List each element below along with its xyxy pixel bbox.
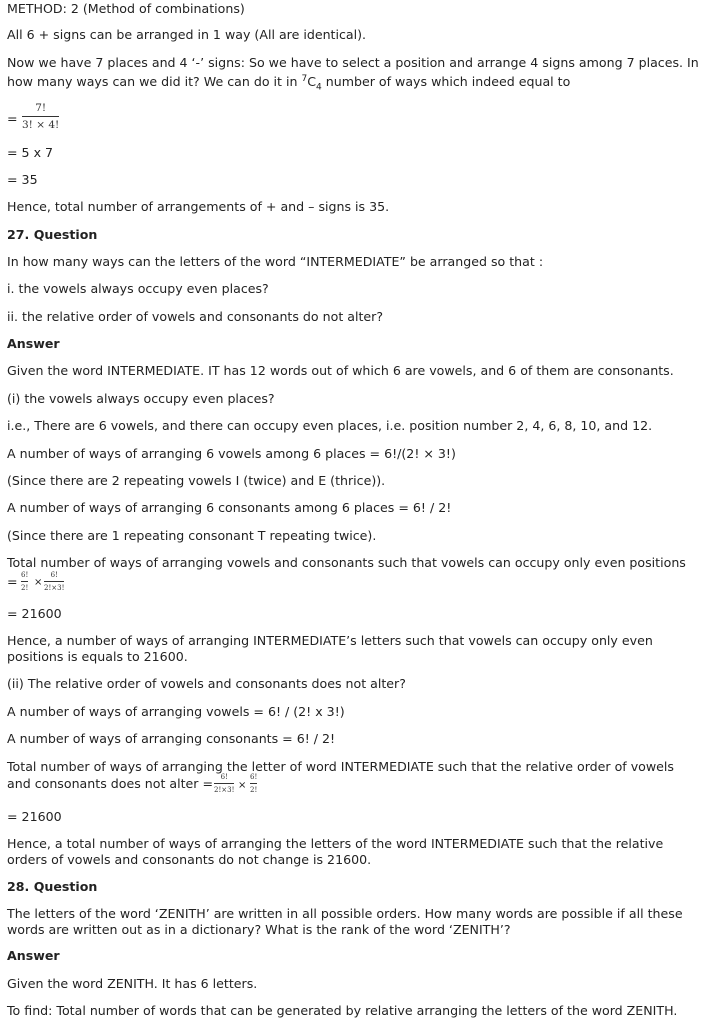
fraction-7-factorial xyxy=(22,103,59,130)
fraction-6-over-2 xyxy=(21,572,28,592)
paragraph: Hence, a total number of ways of arranging the letters of the word INTERMEDIATE such that the relative xyxy=(7,836,664,851)
question-heading: 28. Question xyxy=(7,879,98,894)
fraction-bar xyxy=(21,581,28,582)
equals-sign: = xyxy=(7,111,18,126)
paragraph: (Since there are 1 repeating consonant T repeating twice). xyxy=(7,528,377,543)
times-sign: × xyxy=(238,780,247,791)
answer-heading: Answer xyxy=(7,948,60,963)
times-sign: × xyxy=(34,577,43,588)
paragraph: To find: Total number of words that can be generated by relative arranging the letters of the word ZENITH. xyxy=(7,1003,678,1018)
fraction-numerator: 6! xyxy=(50,571,58,579)
fraction-bar xyxy=(44,581,64,582)
equation-line: = 21600 xyxy=(7,606,62,621)
fraction-bar xyxy=(214,783,234,784)
paragraph: A number of ways of arranging consonants = 6! / 2! xyxy=(7,731,336,746)
equals-sign: = xyxy=(7,574,18,589)
fraction-numerator: 6! xyxy=(21,571,29,579)
fraction-bar xyxy=(250,783,257,784)
paragraph: A number of ways of arranging 6 consonants among 6 places = 6! / 2! xyxy=(7,500,452,515)
fraction-numerator: 6! xyxy=(250,773,258,781)
paragraph: Hence, total number of arrangements of + and – signs is 35. xyxy=(7,199,390,214)
fraction-numerator: 7! xyxy=(35,102,47,114)
equation-line: = 5 x 7 xyxy=(7,145,54,160)
paragraph: Total number of ways of arranging the letter of word INTERMEDIATE such that the relative order of vowels xyxy=(7,759,674,774)
paragraph: Now we have 7 places and 4 ‘-’ signs: So we have to select a position and arrange 4 signs among 7 places. In xyxy=(7,55,699,70)
fraction-6-over-2-3 xyxy=(214,774,234,794)
combination-superscript: 7 xyxy=(301,74,308,84)
method-heading: METHOD: 2 (Method of combinations) xyxy=(7,1,245,16)
paragraph: and consonants does not alter = xyxy=(7,776,214,791)
paragraph: positions is equals to 21600. xyxy=(7,649,188,664)
paragraph: i.e., There are 6 vowels, and there can occupy even places, i.e. position number 2, 4, 6, 8, 10, and 12. xyxy=(7,418,653,433)
paragraph-with-combination: how many ways can we did it? We can do it in $^7C_4$ number of ways which indeed equal to xyxy=(7,74,571,93)
fraction-denominator: 2! xyxy=(21,584,29,592)
equation-line: = 21600 xyxy=(7,809,62,824)
fraction-numerator: 6! xyxy=(220,773,228,781)
paragraph: Given the word INTERMEDIATE. IT has 12 words out of which 6 are vowels, and 6 of them are consonants. xyxy=(7,363,674,378)
fraction-6-over-2-3 xyxy=(44,572,64,592)
paragraph: words are written out as in a dictionary? What is the rank of the word ‘ZENITH’? xyxy=(7,922,511,937)
paragraph: (i) the vowels always occupy even places? xyxy=(7,391,275,406)
paragraph: (ii) The relative order of vowels and consonants does not alter? xyxy=(7,676,406,691)
paragraph: ii. the relative order of vowels and consonants do not alter? xyxy=(7,309,384,324)
paragraph: The letters of the word ‘ZENITH’ are written in all possible orders. How many words are possible if all these xyxy=(7,906,683,921)
paragraph: Total number of ways of arranging vowels and consonants such that vowels can occupy only even positions xyxy=(7,555,686,570)
fraction-denominator: 2! xyxy=(250,786,258,794)
question-heading: 27. Question xyxy=(7,227,98,242)
equation-line: = 35 xyxy=(7,172,38,187)
fraction-denominator: 2!×3! xyxy=(214,786,235,794)
paragraph: In how many ways can the letters of the word “INTERMEDIATE” be arranged so that : xyxy=(7,254,544,269)
paragraph: orders of vowels and consonants do not change is 21600. xyxy=(7,852,372,867)
fraction-denominator: 3! × 4! xyxy=(22,118,60,131)
paragraph: i. the vowels always occupy even places? xyxy=(7,281,269,296)
fraction-6-over-2 xyxy=(250,774,257,794)
paragraph: Given the word ZENITH. It has 6 letters. xyxy=(7,976,258,991)
combination-subscript: 4 xyxy=(316,82,322,93)
fraction-denominator: 2!×3! xyxy=(44,584,65,592)
fraction-bar xyxy=(22,116,59,117)
paragraph: Hence, a number of ways of arranging INTERMEDIATE’s letters such that vowels can occupy only even xyxy=(7,633,653,648)
paragraph: A number of ways of arranging vowels = 6! / (2! x 3!) xyxy=(7,704,345,719)
paragraph: A number of ways of arranging 6 vowels among 6 places = 6!/(2! × 3!) xyxy=(7,446,456,461)
paragraph: All 6 + signs can be arranged in 1 way (All are identical). xyxy=(7,27,367,42)
answer-heading: Answer xyxy=(7,336,60,351)
paragraph: (Since there are 2 repeating vowels I (twice) and E (thrice)). xyxy=(7,473,386,488)
